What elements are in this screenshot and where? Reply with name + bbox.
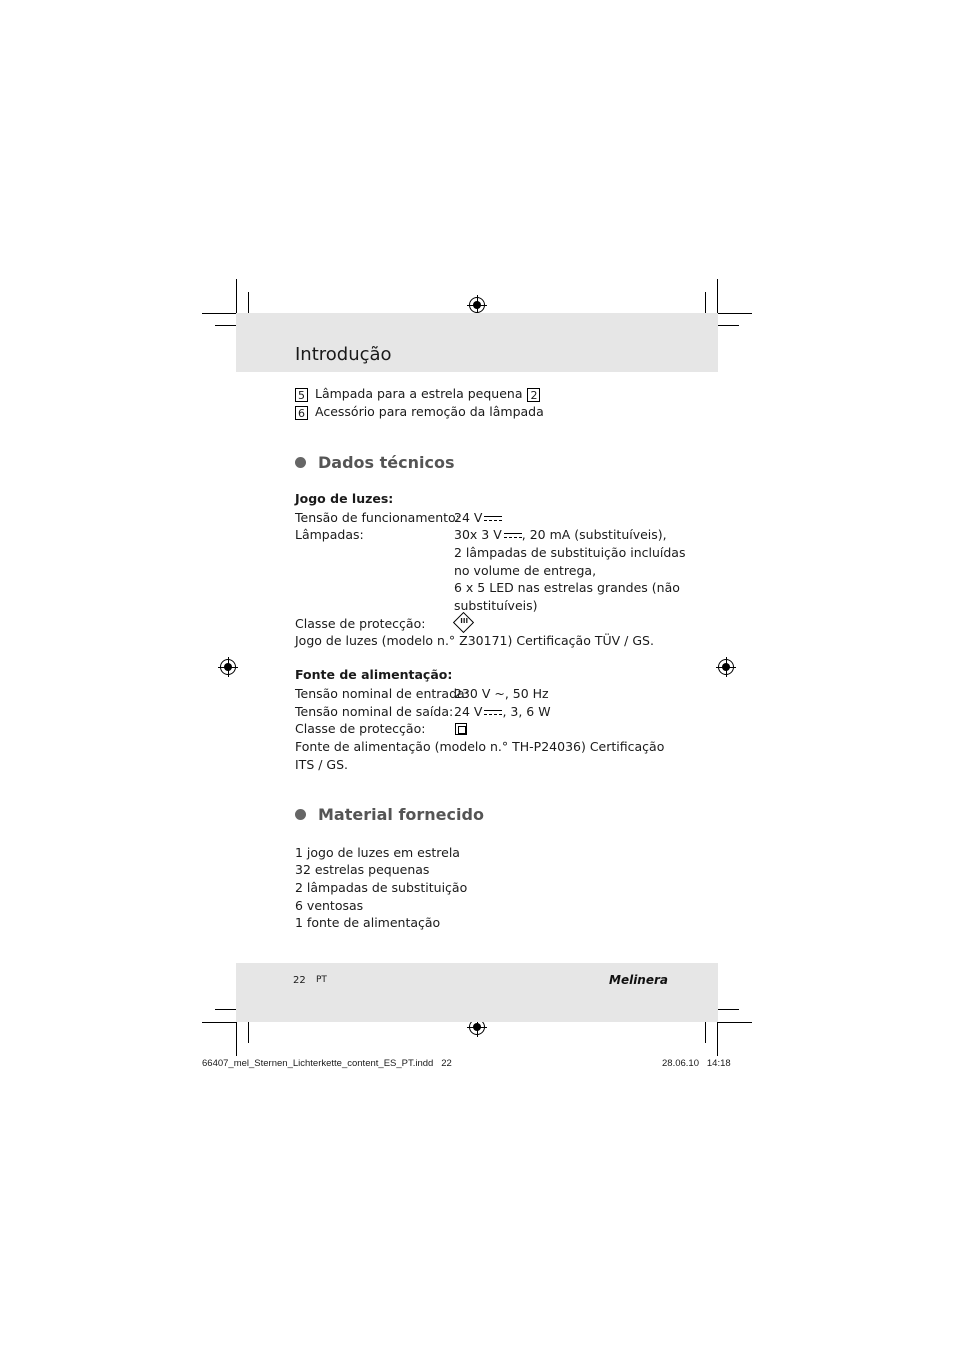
crop-mark — [248, 1022, 249, 1043]
section-heading-supplied: Material fornecido — [295, 805, 484, 824]
crop-mark — [718, 325, 739, 326]
value: no volume de entrega, — [454, 563, 597, 578]
part-text: Lâmpada para a estrela pequena — [315, 386, 523, 401]
protection-class-2-icon — [455, 723, 467, 735]
certification: ITS / GS. — [295, 757, 349, 772]
registration-mark-icon — [718, 659, 734, 675]
value: 30x 3 V , 20 mA (substituíveis), — [454, 527, 667, 542]
page-number: 22 — [293, 975, 306, 986]
section-heading-tech: Dados técnicos — [295, 453, 454, 472]
dc-symbol-icon — [504, 532, 522, 540]
crop-mark — [705, 292, 706, 313]
value: 230 V ~, 50 Hz — [454, 686, 549, 701]
certification: Jogo de luzes (modelo n.° Z30171) Certificação TÜV / GS. — [295, 633, 654, 648]
list-item: 2 lâmpadas de substituição — [295, 880, 468, 895]
label: Classe de protecção: — [295, 616, 426, 631]
part-number: 5 — [295, 388, 308, 402]
crop-mark — [215, 1009, 236, 1010]
label: Tensão nominal de entrada: — [295, 686, 469, 701]
brand-logo: Melinera — [609, 973, 669, 987]
label: Classe de protecção: — [295, 721, 426, 736]
part-ref: 2 — [527, 388, 540, 402]
crop-mark — [717, 279, 718, 313]
list-item — [295, 385, 540, 403]
crop-mark — [718, 1022, 752, 1023]
protection-class-3-icon: III — [453, 612, 474, 633]
crop-mark — [236, 1022, 237, 1056]
value: 24 V — [454, 509, 502, 527]
crop-mark — [718, 1009, 739, 1010]
list-item: 1 jogo de luzes em estrela — [295, 845, 460, 860]
crop-mark — [236, 279, 237, 313]
value: 6 x 5 LED nas estrelas grandes (não — [454, 580, 680, 595]
list-item: 6 ventosas — [295, 898, 364, 913]
part-number: 6 — [295, 406, 308, 420]
bullet-icon — [295, 809, 306, 820]
crop-mark — [248, 292, 249, 313]
part-text: Acessório para remoção da lâmpada — [315, 404, 544, 419]
file-info: 66407_mel_Sternen_Lichterkette_content_ES_PT.indd 22 — [202, 1058, 452, 1069]
label: Lâmpadas: — [295, 527, 364, 542]
dc-symbol-icon — [484, 515, 502, 523]
crop-mark — [717, 1022, 718, 1056]
list-item: 32 estrelas pequenas — [295, 862, 430, 877]
crop-mark — [215, 325, 236, 326]
certification: Fonte de alimentação (modelo n.° TH-P24036) Certificação — [295, 739, 665, 754]
label: Tensão de funcionamento: — [295, 510, 460, 525]
registration-mark-icon — [220, 659, 236, 675]
list-item — [295, 403, 544, 421]
crop-mark — [202, 313, 236, 314]
bullet-icon — [295, 457, 306, 468]
list-item: 1 fonte de alimentação — [295, 915, 441, 930]
page-title: Introdução — [295, 344, 392, 365]
footer-band — [236, 963, 718, 1022]
subheading-lights: Jogo de luzes: — [295, 491, 394, 506]
print-date: 28.06.10 14:18 — [662, 1058, 731, 1069]
crop-mark — [718, 313, 752, 314]
language-code: PT — [316, 975, 327, 985]
crop-mark — [705, 1022, 706, 1043]
dc-symbol-icon — [484, 709, 502, 717]
crop-mark — [202, 1022, 236, 1023]
value: 2 lâmpadas de substituição incluídas — [454, 545, 686, 560]
label: Tensão nominal de saída: — [295, 704, 454, 719]
subheading-power: Fonte de alimentação: — [295, 667, 453, 682]
registration-mark-icon — [469, 297, 485, 313]
value: 24 V , 3, 6 W — [454, 704, 551, 719]
value: substituíveis) — [454, 598, 538, 613]
